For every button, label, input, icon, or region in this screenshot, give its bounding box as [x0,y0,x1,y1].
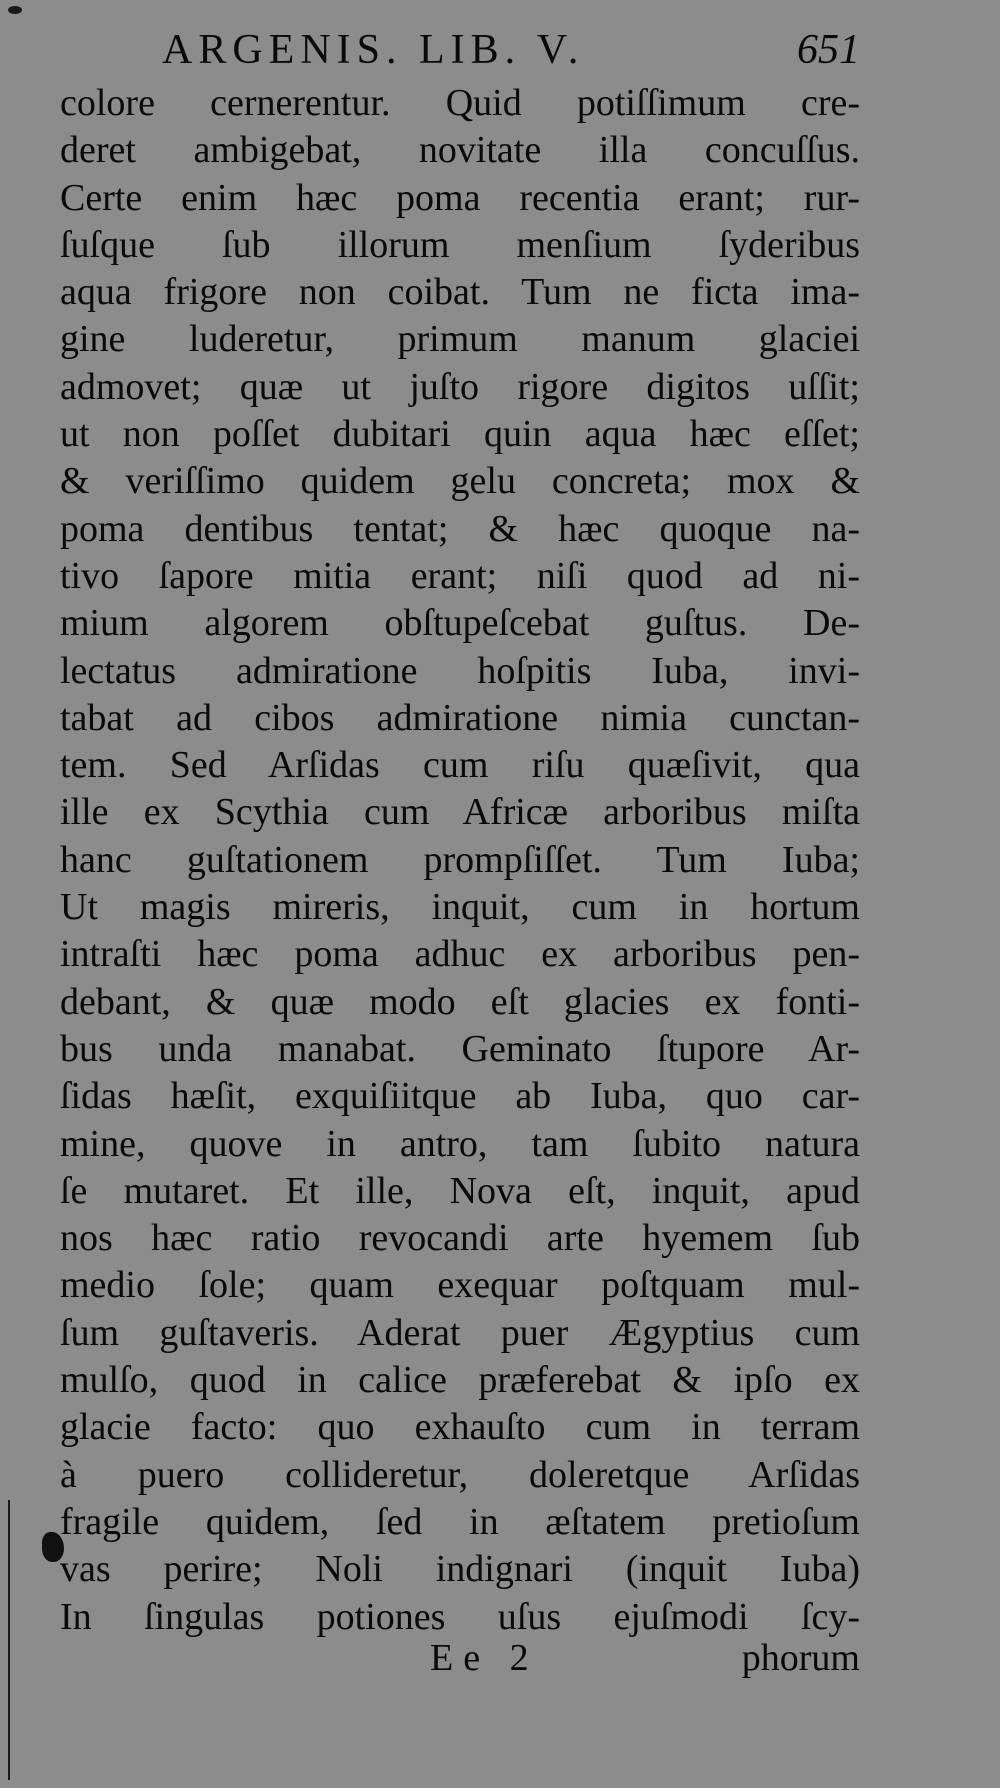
text-line: hanc guſtationem prompſiſſet. Tum Iuba; [60,838,860,881]
text-line: tem. Sed Arſidas cum riſu quæſivit, qua [60,744,860,787]
text-line: medio ſole; quam exequar poſtquam mul- [60,1264,860,1307]
margin-rule [8,1500,10,1780]
text-line: aqua frigore non coibat. Tum ne ficta ima- [60,271,860,314]
text-line: ut non poſſet dubitari quin aqua hæc eſſet; [60,413,860,456]
text-line: admovet; quæ ut juſto rigore digitos uſſit; [60,365,860,408]
text-line: nos hæc ratio revocandi arte hyemem ſub [60,1217,860,1260]
text-line: deret ambigebat, novitate illa concuſſus. [60,129,860,172]
text-line: & veriſſimo quidem gelu concreta; mox & [60,460,860,503]
text-line: mulſo, quod in calice præferebat & ipſo ex [60,1359,860,1402]
body-text [60,80,860,1641]
page-number: 651 [797,27,860,73]
text-line: lectatus admiratione hoſpitis Iuba, invi- [60,649,860,692]
text-line: debant, & quæ modo eſt glacies ex fonti- [60,980,860,1023]
text-line: ſuſque ſub illorum menſium ſyderibus [60,223,860,266]
text-line: ſidas hæſit, exquiſiitque ab Iuba, quo car- [60,1075,860,1118]
text-line: bus unda manabat. Geminato ſtupore Ar- [60,1027,860,1070]
text-line: intraſti hæc poma adhuc ex arboribus pen- [60,933,860,976]
page-footer [60,1636,860,1686]
text-line: glacie facto: quo exhauſto cum in terram [60,1406,860,1449]
page-header [60,22,860,82]
text-line: In ſingulas potiones uſus ejuſmodi ſcy- [60,1595,860,1638]
text-line: vas perire; Noli indignari (inquit Iuba) [60,1548,860,1591]
signature-mark: Ee 2 [430,1637,539,1679]
ink-speck [8,6,22,14]
running-head: ARGENIS. LIB. V. [162,27,585,73]
text-line: Ut magis mireris, inquit, cum in hortum [60,886,860,929]
text-line: tivo ſapore mitia erant; niſi quod ad ni- [60,554,860,597]
text-line: ille ex Scythia cum Africæ arboribus miſta [60,791,860,834]
text-line: à puero collideretur, doleretque Arſidas [60,1453,860,1496]
text-line: ſe mutaret. Et ille, Nova eſt, inquit, apud [60,1169,860,1212]
text-line: tabat ad cibos admiratione nimia cunctan- [60,696,860,739]
text-line: Certe enim hæc poma recentia erant; rur- [60,176,860,219]
catchword: phorum [741,1637,860,1679]
text-line: mium algorem obſtupeſcebat guſtus. De- [60,602,860,645]
text-line: ſum guſtaveris. Aderat puer Ægyptius cum [60,1311,860,1354]
text-line: gine luderetur, primum manum glaciei [60,318,860,361]
text-line: poma dentibus tentat; & hæc quoque na- [60,507,860,550]
text-line: mine, quove in antro, tam ſubito natura [60,1122,860,1165]
text-line: colore cernerentur. Quid potiſſimum cre- [60,82,860,124]
text-line: fragile quidem, ſed in æſtatem pretioſum [60,1500,860,1543]
